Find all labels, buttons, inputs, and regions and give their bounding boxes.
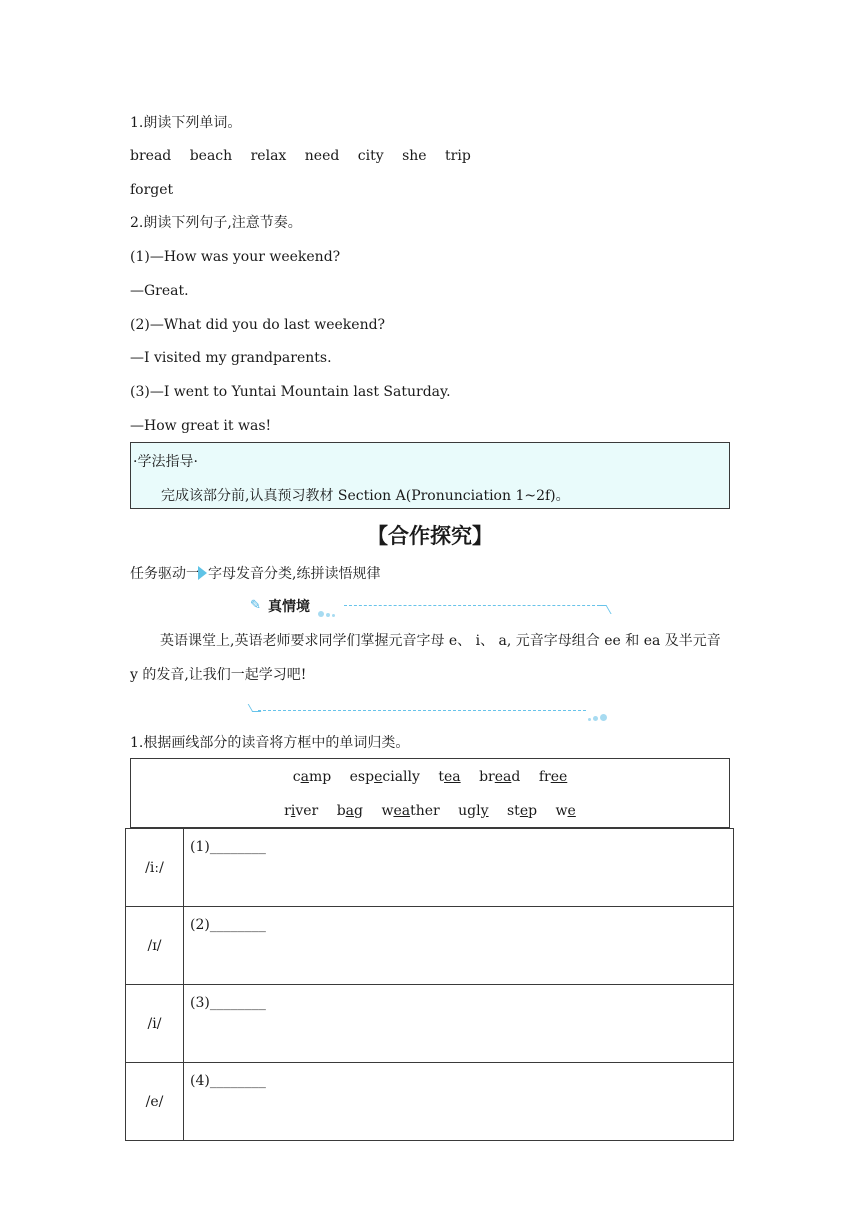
- exercise-heading: 1.根据画线部分的读音将方框中的单词归类。: [130, 735, 410, 751]
- table-row: [126, 907, 734, 985]
- phoneme-cell: /e/: [126, 1063, 184, 1141]
- answer-cell[interactable]: (2)________: [184, 907, 734, 985]
- dashed-divider: [258, 710, 586, 711]
- study-tip-title: ·学法指导·: [133, 454, 198, 470]
- word-row: [131, 803, 729, 819]
- section-title: 【合作探究】: [367, 524, 493, 548]
- word-row: [131, 769, 729, 785]
- dialogue-line: (3)—I went to Yuntai Mountain last Saturday.: [130, 384, 451, 400]
- word-item: weather: [381, 803, 440, 819]
- study-tip-text: 完成该部分前,认真预习教材 Section A(Pronunciation 1~2f)。: [161, 488, 570, 504]
- pen-icon: ✎: [250, 598, 261, 613]
- word: forget: [130, 182, 174, 198]
- scene-label: 真情境: [268, 599, 310, 615]
- dashed-divider: [344, 605, 600, 606]
- dialogue-line: (1)—How was your weekend?: [130, 249, 341, 265]
- table-row: [126, 1063, 734, 1141]
- word-item: especially: [349, 769, 420, 785]
- table-row: [126, 829, 734, 907]
- q2-heading: 2.朗读下列句子,注意节奏。: [130, 215, 302, 231]
- word-item: we: [555, 803, 576, 819]
- arrow-icon: [198, 566, 207, 580]
- scene-paragraph: 英语课堂上,英语老师要求同学们掌握元音字母 e、 i、 a, 元音字母组合 ee 和 ea 及半元音 y 的发音,让我们一起学习吧!: [130, 633, 721, 683]
- word: bread: [130, 148, 172, 164]
- dialogue-line: —Great.: [130, 283, 189, 299]
- answer-cell[interactable]: (3)________: [184, 985, 734, 1063]
- word-item: ugly: [458, 803, 489, 819]
- word-item: river: [284, 803, 319, 819]
- word-item: tea: [438, 769, 461, 785]
- study-tip-box: [130, 442, 730, 509]
- word: need: [304, 148, 340, 164]
- scene-header: [248, 596, 612, 616]
- word: she: [402, 148, 427, 164]
- word: relax: [250, 148, 287, 164]
- word: beach: [189, 148, 233, 164]
- table-row: [126, 985, 734, 1063]
- word-item: step: [507, 803, 538, 819]
- task-prefix: 任务驱动一: [130, 566, 200, 582]
- answer-cell[interactable]: (4)________: [184, 1063, 734, 1141]
- dots-decoration: [318, 602, 337, 621]
- phoneme-cell: /iː/: [126, 829, 184, 907]
- answer-cell[interactable]: (1)________: [184, 829, 734, 907]
- word: trip: [445, 148, 471, 164]
- dots-decoration: [588, 706, 609, 725]
- q1-heading: 1.朗读下列单词。: [130, 115, 242, 131]
- dialogue-line: —How great it was!: [130, 418, 272, 434]
- phoneme-table: [125, 828, 734, 1141]
- word-item: camp: [292, 769, 332, 785]
- task-text: 字母发音分类,练拼读悟规律: [208, 566, 381, 582]
- dialogue-line: (2)—What did you do last weekend?: [130, 317, 386, 333]
- q1-word-list: [130, 147, 485, 165]
- divider-end: [597, 605, 611, 614]
- scene-footer: [250, 702, 610, 718]
- word-item: bread: [479, 769, 521, 785]
- phoneme-cell: /ɪ/: [126, 907, 184, 985]
- word-item: free: [538, 769, 568, 785]
- dialogue-line: —I visited my grandparents.: [130, 350, 332, 366]
- phoneme-cell: /i/: [126, 985, 184, 1063]
- task-heading: [130, 565, 380, 583]
- word: city: [357, 148, 384, 164]
- word-item: bag: [336, 803, 363, 819]
- word-box: [130, 758, 730, 828]
